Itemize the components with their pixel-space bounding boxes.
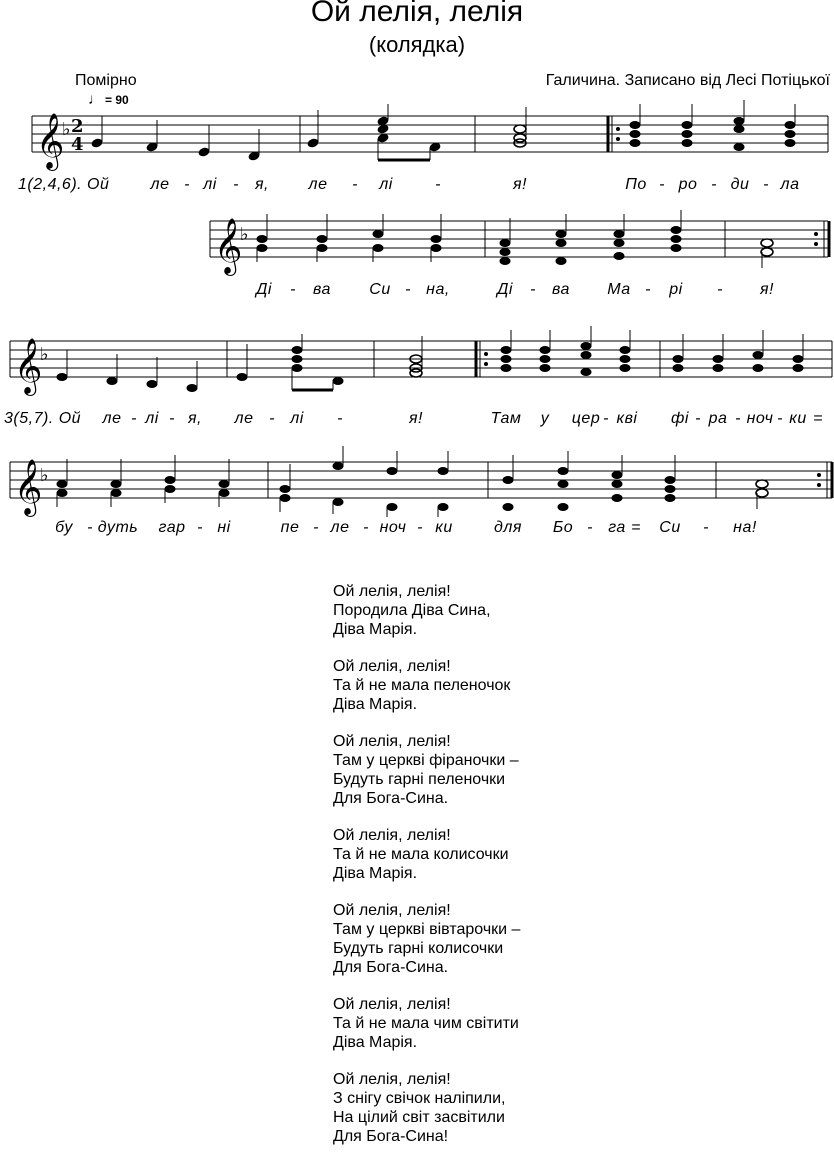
lyric-syllable: - — [313, 519, 319, 536]
lyric-syllable: бу — [55, 519, 73, 536]
lyric-syllable: - — [131, 410, 137, 427]
lyric-syllable: у — [540, 410, 550, 427]
lyric-syllable: Бо — [552, 519, 574, 536]
staff-system-2 — [210, 221, 829, 257]
lyric-syllable: - — [197, 519, 203, 536]
lyric-syllable: Си — [369, 281, 391, 298]
lyric-syllable: - — [184, 176, 190, 193]
stanza — [333, 901, 520, 977]
lyric-row-4 — [0, 519, 834, 541]
staff-system-4 — [10, 462, 832, 498]
lyric-syllable: - — [587, 519, 593, 536]
lyric-syllable: ле — [150, 176, 170, 193]
time-signature-bottom: 4 — [71, 134, 84, 155]
lyric-syllable: пе — [280, 519, 300, 536]
lyric-syllable: - — [417, 519, 423, 536]
lyric-syllable: ди — [730, 176, 750, 193]
lyric-syllable: рі — [669, 281, 683, 298]
flat-icon: ♭ — [240, 224, 249, 245]
treble-clef-icon: 𝄞 — [214, 218, 243, 274]
verse-line: Ой лелія, лелія! — [333, 733, 451, 750]
lyric-syllable: - — [645, 281, 651, 298]
lyric-syllable: - — [290, 281, 296, 298]
lyric-syllable: я, — [188, 410, 202, 427]
lyric-syllable: цер — [571, 410, 601, 427]
lyric-syllable: Си — [659, 519, 681, 536]
lyric-syllable: ле — [330, 519, 350, 536]
lyric-syllable: - — [695, 410, 701, 427]
verse-line: Будуть гарні пеленочки — [333, 771, 506, 788]
lyric-syllable: - — [703, 519, 709, 536]
tempo-marking: Помірно — [75, 72, 137, 89]
verse-line: Там у церкві фіраночки – — [333, 752, 519, 769]
lyric-syllable: - — [352, 176, 358, 193]
lyric-syllable: дуть — [97, 519, 139, 536]
music-score — [0, 0, 834, 560]
verse-line: Будуть гарні колисочки — [333, 940, 504, 957]
lyric-syllable: - — [337, 410, 343, 427]
lyric-syllable: лі — [203, 176, 217, 193]
verse-line: Ой лелія, лелія! — [333, 583, 451, 600]
lyric-syllable: = — [631, 519, 641, 536]
lyric-syllable: Там — [490, 410, 522, 427]
verse-line: Діва Марія. — [333, 865, 418, 882]
lyric-syllable: ле — [234, 410, 254, 427]
lyric-syllable: кві — [616, 410, 638, 427]
lyric-row-3 — [0, 410, 834, 432]
treble-clef-icon: 𝄞 — [36, 113, 65, 169]
time-signature-top: 2 — [71, 116, 84, 137]
source-note: Галичина. Записано від Лесі Потіцької — [545, 72, 830, 89]
notes-system-4 — [57, 446, 768, 517]
lyric-syllable: - — [87, 519, 93, 536]
verse-line: Для Бога-Сина. — [333, 959, 449, 976]
lyric-syllable: - — [659, 176, 665, 193]
lyric-syllable: ки — [435, 519, 453, 536]
verse-line: Для Бога-Сина! — [333, 1128, 449, 1145]
verse-line: Ой лелія, лелія! — [333, 1071, 451, 1088]
lyric-syllable: - — [777, 410, 783, 427]
verse-text — [333, 582, 520, 1164]
lyric-syllable: ва — [313, 281, 331, 298]
lyric-syllable: - — [603, 410, 609, 427]
lyric-syllable: - — [435, 176, 441, 193]
lyric-syllable: ле — [308, 176, 328, 193]
treble-clef-icon: 𝄞 — [14, 338, 43, 394]
lyric-syllable: я! — [409, 410, 423, 427]
verse-line: Там у церкві вівтарочки – — [333, 921, 521, 938]
lyric-syllable: - — [363, 519, 369, 536]
lyric-syllable: ні — [217, 519, 231, 536]
verse-line: Породила Діва Сина, — [333, 602, 491, 619]
stanza — [333, 657, 520, 714]
lyric-syllable: - — [530, 281, 536, 298]
lyric-syllable: - — [169, 410, 175, 427]
stanza — [333, 582, 520, 639]
time-signature — [71, 116, 84, 155]
verse-line: Та й не мала пеленочок — [333, 677, 511, 694]
lyric-syllable: Ді — [256, 281, 272, 298]
lyric-syllable: я! — [760, 281, 774, 298]
lyric-syllable: ва — [552, 281, 570, 298]
verse-line: Ой лелія, лелія! — [333, 902, 451, 919]
verse-line: Діва Марія. — [333, 1034, 418, 1051]
metronome-value: = 90 — [105, 93, 129, 107]
lyric-syllable: для — [494, 519, 522, 536]
flat-icon: ♭ — [40, 465, 49, 486]
lyric-syllable: - — [763, 176, 769, 193]
lyric-syllable: Ма — [607, 281, 631, 298]
stanza — [333, 826, 520, 883]
lyric-syllable: лі — [290, 410, 304, 427]
lyric-row-2 — [0, 281, 834, 303]
song-subtitle: (колядка) — [368, 32, 466, 57]
lyric-syllable: - — [405, 281, 411, 298]
lyric-syllable: фі — [671, 410, 689, 427]
lyric-syllable: 3(5,7). Ой — [4, 410, 82, 427]
stanza — [333, 995, 520, 1052]
verse-line: Для Бога-Сина. — [333, 790, 449, 807]
lyric-syllable: на! — [733, 519, 757, 536]
lyric-syllable: - — [711, 176, 717, 193]
flat-icon: ♭ — [62, 119, 71, 140]
lyric-syllable: ноч — [746, 410, 774, 427]
lyric-syllable: ла — [780, 176, 800, 193]
verse-line: Та й не мала колисочки — [333, 846, 509, 863]
lyric-syllable: лі — [379, 176, 393, 193]
verse-line: Ой лелія, лелія! — [333, 996, 451, 1013]
song-title: Ой лелія, лелія — [310, 0, 524, 28]
lyric-syllable: - — [735, 410, 741, 427]
lyric-syllable: на, — [426, 281, 450, 298]
verse-line: Діва Марія. — [333, 621, 418, 638]
lyric-syllable: ноч — [379, 519, 407, 536]
verse-line: Ой лелія, лелія! — [333, 658, 451, 675]
lyric-row-1 — [0, 176, 834, 198]
lyric-syllable: ро — [678, 176, 698, 193]
stanza — [333, 1070, 520, 1146]
quarter-note-icon: ♩ — [88, 91, 103, 108]
lyric-syllable: - — [269, 410, 275, 427]
lyric-syllable: 1(2,4,6). Ой — [18, 176, 110, 193]
verse-line: Ой лелія, лелія! — [333, 827, 451, 844]
treble-clef-icon: 𝄞 — [14, 459, 43, 515]
verse-line: З снігу свічок наліпили, — [333, 1090, 506, 1107]
verse-line: На цілий світ засвітили — [333, 1109, 505, 1126]
lyric-syllable: гар — [158, 519, 186, 536]
lyric-syllable: ле — [102, 410, 122, 427]
verse-line: Та й не мала чим світити — [333, 1015, 519, 1032]
lyric-syllable: лі — [145, 410, 159, 427]
lyric-syllable: = — [813, 410, 823, 427]
lyric-syllable: ра — [708, 410, 728, 427]
lyric-syllable: - — [717, 281, 723, 298]
verse-line: Діва Марія. — [333, 696, 418, 713]
lyric-syllable: я! — [513, 176, 527, 193]
lyric-syllable: я, — [255, 176, 269, 193]
lyric-syllable: По — [625, 176, 647, 193]
lyric-syllable: ки — [789, 410, 807, 427]
lyric-syllable: Ді — [497, 281, 513, 298]
stanza — [333, 732, 520, 808]
lyric-syllable: га — [608, 519, 626, 536]
flat-icon: ♭ — [40, 344, 49, 365]
lyric-syllable: - — [233, 176, 239, 193]
